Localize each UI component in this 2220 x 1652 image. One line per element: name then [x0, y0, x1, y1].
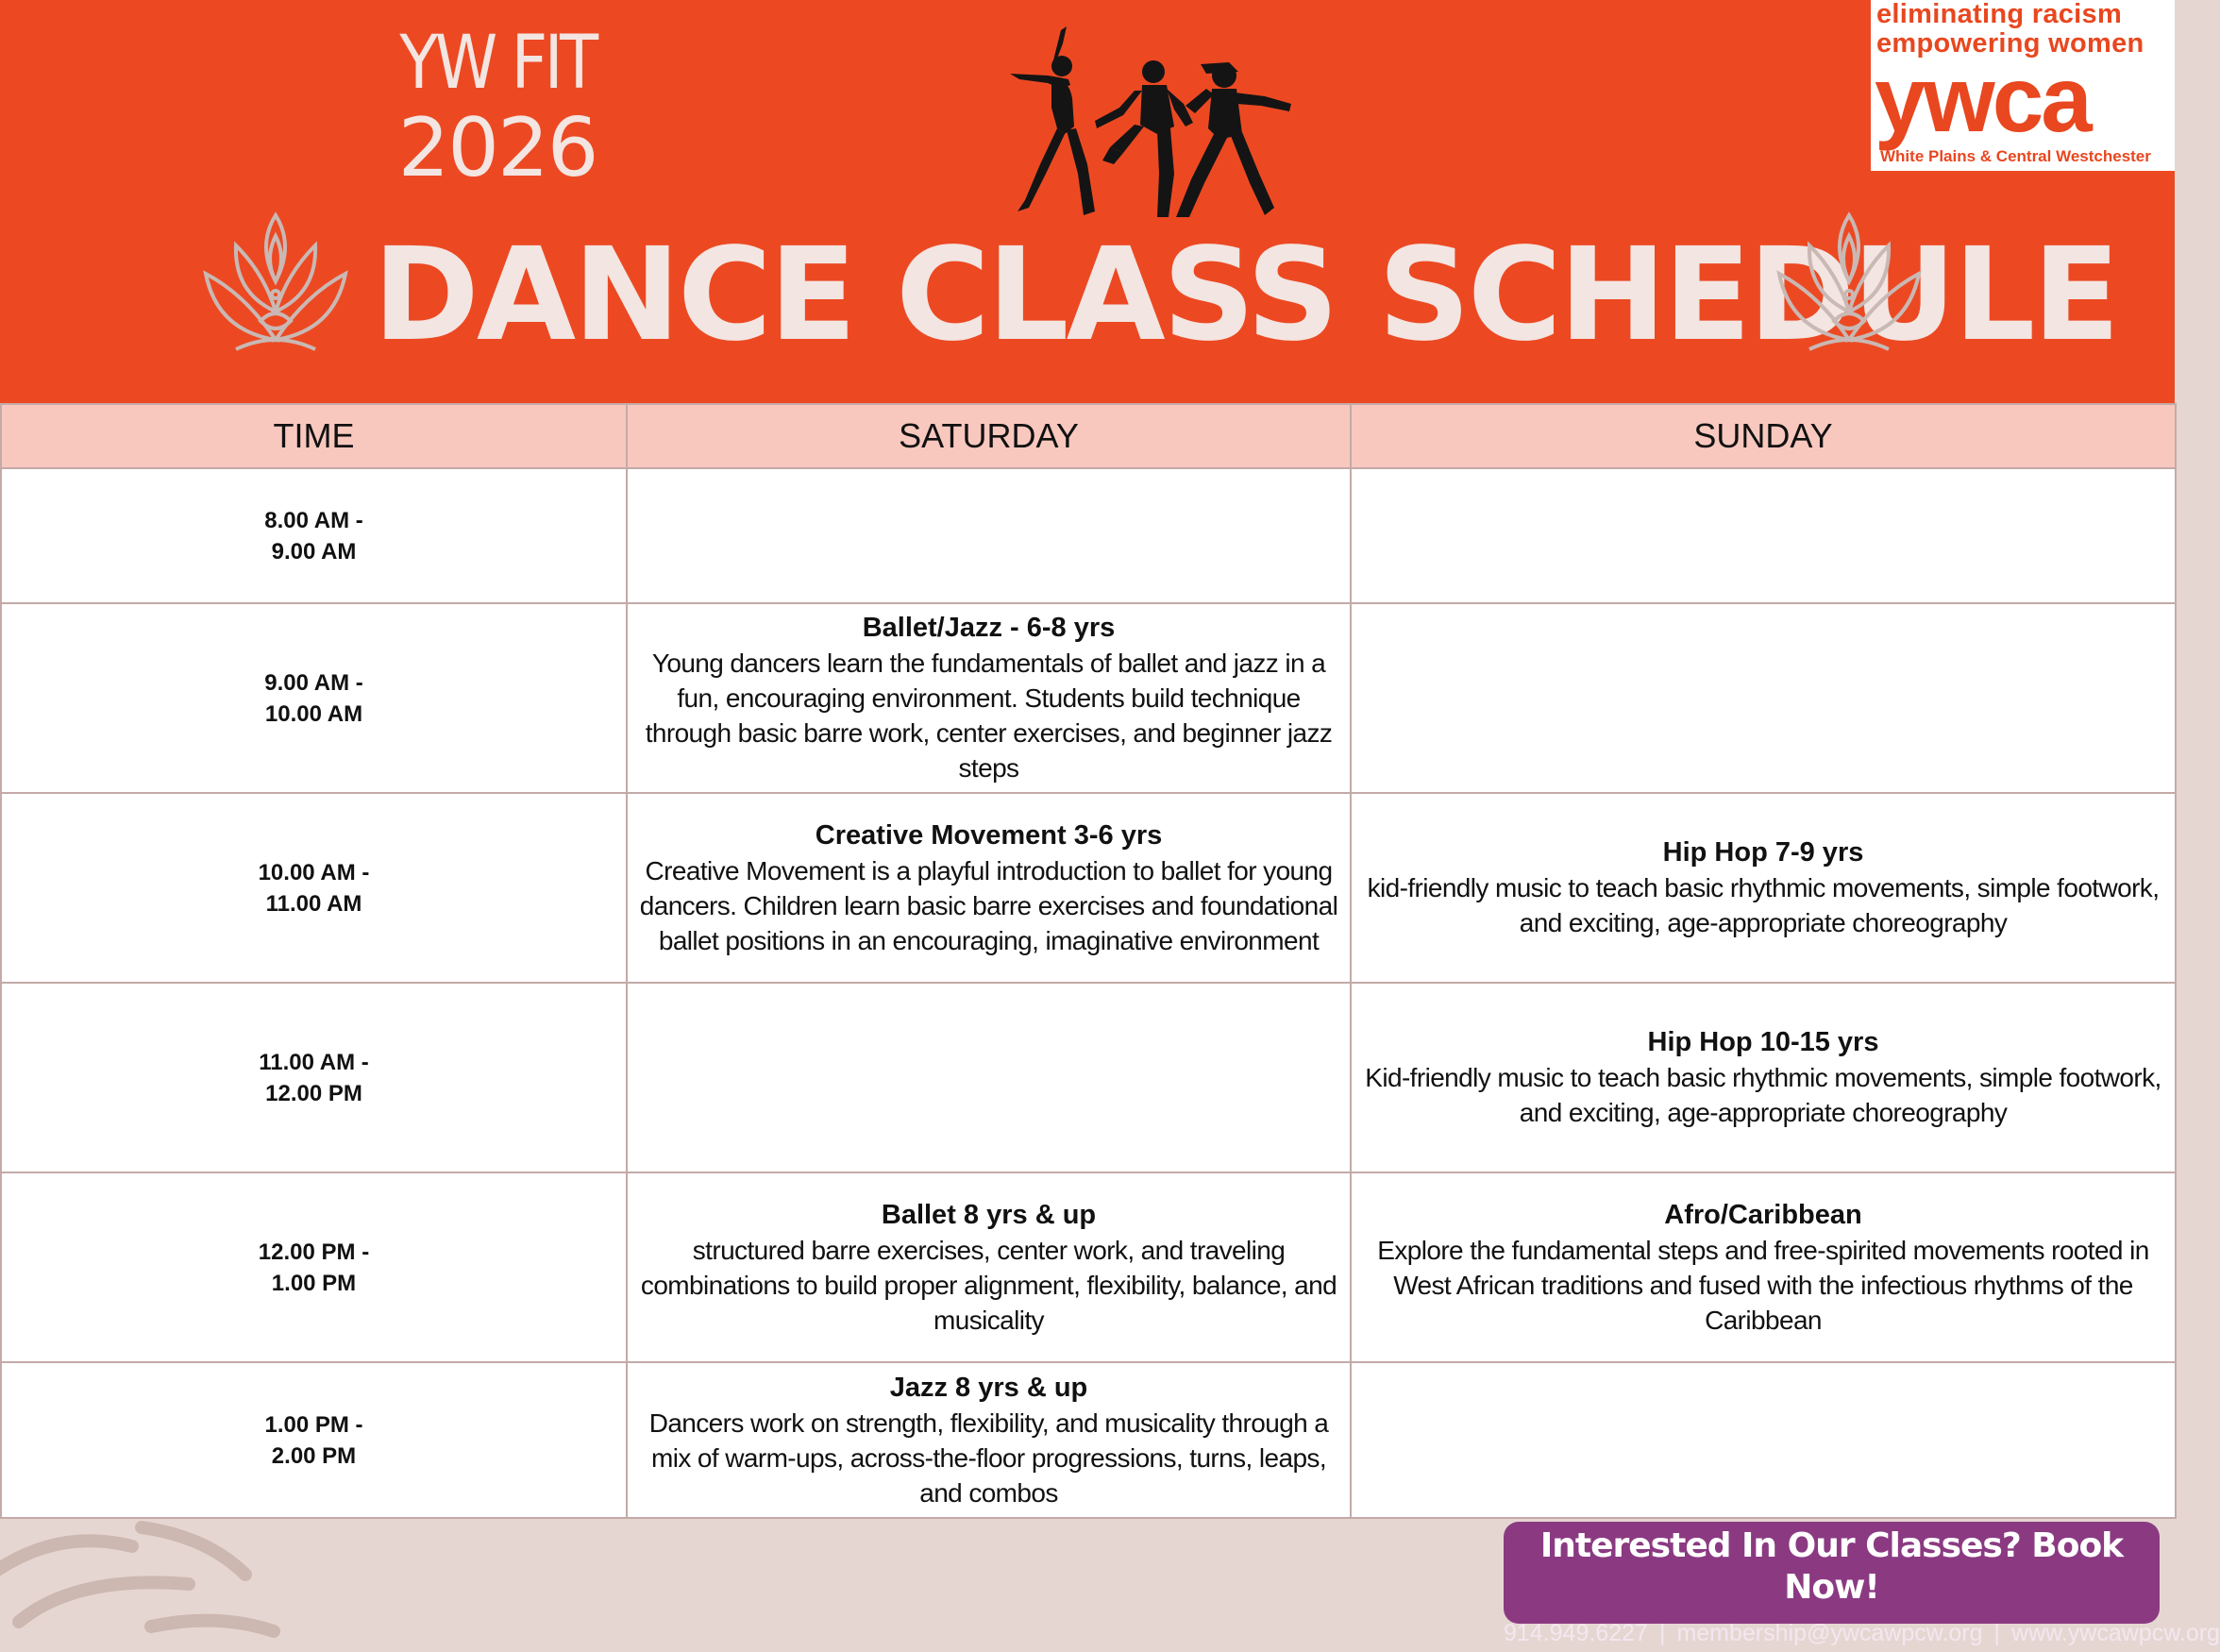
program-name: YW FIT	[399, 21, 596, 106]
email-link[interactable]: membership@ywcawpcw.org	[1676, 1620, 1983, 1646]
column-header-time: TIME	[1, 404, 627, 468]
class-name: Jazz 8 yrs & up	[889, 1372, 1088, 1403]
schedule-table	[0, 403, 2177, 1519]
time-end: 11.00 AM	[265, 890, 362, 917]
booking-banner[interactable]	[1504, 1522, 2220, 1646]
time-cell	[1, 983, 627, 1172]
time-end: 9.00 AM	[271, 538, 357, 565]
sunday-cell	[1351, 1172, 2176, 1362]
class-description: Young dancers learn the fundamentals of ballet and jazz in a fun, encouraging environment. Students build technique through basic barre work, center exercises, and beginner jazz steps	[645, 649, 1333, 783]
ywca-logo	[1871, 0, 2175, 171]
separator: |	[1658, 1620, 1666, 1646]
table-header-row	[1, 404, 2176, 468]
saturday-cell	[627, 603, 1351, 793]
page-title: DANCE CLASS SCHEDULE	[373, 221, 2118, 370]
lotus-ornament-icon	[1772, 208, 1927, 359]
saturday-cell	[627, 1172, 1351, 1362]
time-cell	[1, 1362, 627, 1518]
table-row	[1, 983, 2176, 1172]
sunday-cell	[1351, 1362, 2176, 1518]
time-cell	[1, 603, 627, 793]
time-start: 10.00 AM -	[258, 859, 370, 885]
class-name: Ballet/Jazz - 6-8 yrs	[862, 613, 1116, 643]
logo-brand: ywca	[1875, 47, 2090, 151]
class-description: structured barre exercises, center work, and traveling combinations to build proper alignment, flexibility, balance, and musicality	[640, 1235, 1337, 1335]
time-cell	[1, 468, 627, 603]
table-row	[1, 793, 2176, 983]
separator: |	[1993, 1620, 2001, 1646]
time-end: 10.00 AM	[264, 700, 363, 727]
booking-title: Interested In Our Classes? Book Now!	[1539, 1526, 2124, 1607]
time-start: 8.00 AM -	[264, 507, 363, 533]
class-description: kid-friendly music to teach basic rhythmic movements, simple footwork, and exciting, age-appropriate choreography	[1367, 873, 2160, 937]
lotus-ornament-icon	[198, 208, 354, 359]
website-link[interactable]: www.ywcawpcw.org	[2011, 1620, 2220, 1646]
time-start: 1.00 PM -	[264, 1411, 363, 1438]
sunday-cell	[1351, 793, 2176, 983]
saturday-cell	[627, 1362, 1351, 1518]
logo-location: White Plains & Central Westchester	[1880, 147, 2151, 165]
contact-info	[1504, 1614, 2220, 1652]
time-end: 2.00 PM	[271, 1442, 357, 1469]
time-start: 11.00 AM -	[259, 1049, 369, 1075]
class-description: Kid-friendly music to teach basic rhythmic movements, simple footwork, and exciting, age-appropriate choreography	[1365, 1063, 2161, 1127]
time-start: 9.00 AM -	[264, 669, 363, 696]
column-header-sunday: SUNDAY	[1351, 404, 2176, 468]
leaf-decoration-icon	[0, 1518, 283, 1631]
class-description: Dancers work on strength, flexibility, and musicality through a mix of warm-ups, across-the-floor progressions, turns, leaps, and combos	[648, 1408, 1329, 1508]
column-header-saturday: SATURDAY	[627, 404, 1351, 468]
table-row	[1, 468, 2176, 603]
time-end: 12.00 PM	[265, 1080, 362, 1106]
saturday-cell	[627, 793, 1351, 983]
saturday-cell	[627, 468, 1351, 603]
class-name: Ballet 8 yrs & up	[881, 1199, 1097, 1230]
sunday-cell	[1351, 983, 2176, 1172]
logo-tagline: empowering women	[1876, 28, 2144, 59]
time-end: 1.00 PM	[271, 1270, 357, 1296]
table-row	[1, 1362, 2176, 1518]
sunday-cell	[1351, 468, 2176, 603]
table-row	[1, 1172, 2176, 1362]
sunday-cell	[1351, 603, 2176, 793]
phone-number[interactable]: 914.949.6227	[1504, 1620, 1648, 1646]
class-description: Explore the fundamental steps and free-spirited movements rooted in West African traditions and fused with the infectious rhythms of the Caribbean	[1377, 1235, 2149, 1335]
time-cell	[1, 793, 627, 983]
class-name: Hip Hop 10-15 yrs	[1647, 1027, 1879, 1057]
class-name: Afro/Caribbean	[1664, 1199, 1862, 1230]
time-cell	[1, 1172, 627, 1362]
program-title	[370, 21, 625, 195]
time-start: 12.00 PM -	[258, 1239, 370, 1265]
class-name: Creative Movement 3-6 yrs	[815, 819, 1163, 851]
program-year: 2026	[397, 101, 597, 195]
table-row	[1, 603, 2176, 793]
class-name: Hip Hop 7-9 yrs	[1662, 837, 1864, 868]
saturday-cell	[627, 983, 1351, 1172]
class-description: Creative Movement is a playful introduction to ballet for young dancers. Children learn basic barre exercises and foundational ballet positions in an encouraging, imaginative environment	[639, 855, 1338, 955]
header-banner	[0, 0, 2175, 403]
dancers-silhouette-icon	[982, 23, 1307, 221]
logo-tagline: eliminating racism	[1876, 0, 2123, 29]
